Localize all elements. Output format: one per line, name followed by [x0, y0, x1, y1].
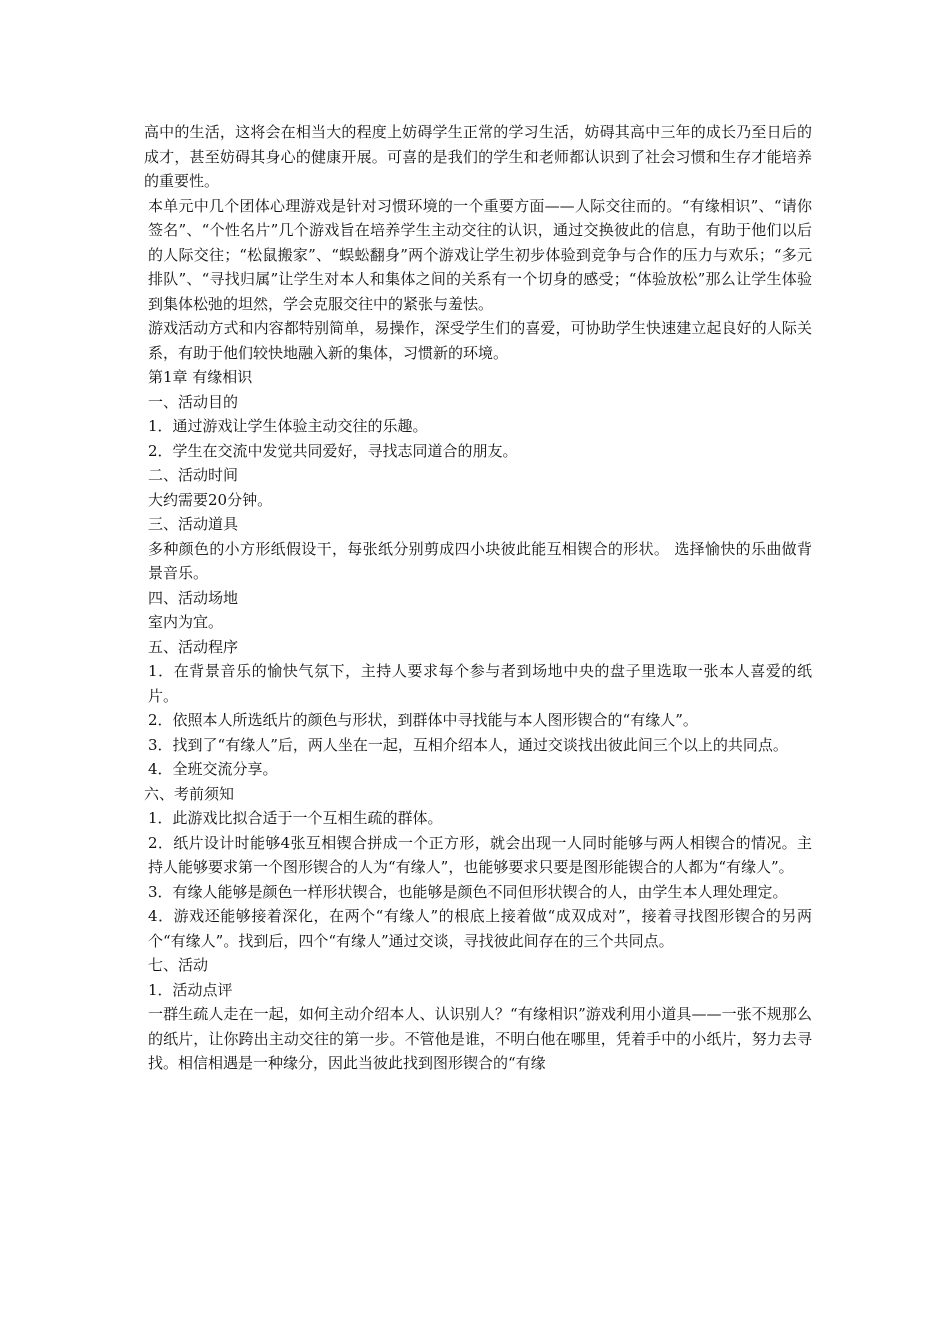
list-item-notes-4: 4．游戏还能够接着深化，在两个“有缘人”的根底上接着做“成双成对”，接着寻找图形锲合的另两个“有缘人”。找到后，四个“有缘人”通过交谈，寻找彼此间存在的三个共同点。	[148, 907, 812, 950]
paragraph-review: 一群生疏人走在一起，如何主动介绍本人、认识别人？“有缘相识”游戏利用小道具——一张不规那么的纸片，让你跨出主动交往的第一步。不管他是谁，不明白他在哪里，凭着手中的小纸片，努力去寻找。相信相遇是一种缘分，因此当彼此找到图形锲合的“有缘	[148, 1005, 812, 1072]
list-item-procedure-1: 1．在背景音乐的愉快气氛下，主持人要求每个参与者到场地中央的盘子里选取一张本人喜爱的纸片。	[148, 662, 812, 705]
list-item-notes-1: 1．此游戏比拟合适于一个互相生疏的群体。	[148, 809, 443, 827]
list-item-notes-2: 2．纸片设计时能够4张互相锲合拼成一个正方形，就会出现一人同时能够与两人相锲合的情况。主持人能够要求第一个图形锲合的人为“有缘人”，也能够要求只要是图形能锲合的人都为“有缘人”。	[148, 833, 812, 876]
list-item-procedure-4: 4．全班交流分享。	[148, 760, 278, 778]
section-heading-purpose: 一、活动目的	[148, 392, 239, 411]
paragraph-intro-continuation: 高中的生活，这将会在相当大的程度上妨碍学生正常的学习生活，妨碍其高中三年的成长乃至日后的成才，甚至妨碍其身心的健康开展。可喜的是我们的学生和老师都认识到了社会习惯和生存才能培养的重要性。	[144, 123, 812, 190]
list-item-procedure-3: 3．找到了“有缘人”后，两人坐在一起，互相介绍本人，通过交谈找出彼此间三个以上的共同点。	[148, 735, 788, 754]
chapter-heading: 第1章 有缘相识	[148, 368, 253, 386]
paragraph-venue: 室内为宜。	[148, 613, 224, 631]
section-heading-procedure: 五、活动程序	[148, 637, 239, 656]
paragraph-game-benefits: 游戏活动方式和内容都特别简单，易操作，深受学生们的喜爱，可协助学生快速建立起良好的人际关系，有助于他们较快地融入新的集体，习惯新的环境。	[148, 319, 812, 362]
list-item-purpose-2: 2．学生在交流中发觉共同爱好，寻找志同道合的朋友。	[148, 441, 518, 460]
document-page	[144, 120, 812, 1076]
paragraph-unit-games: 本单元中几个团体心理游戏是针对习惯环境的一个重要方面——人际交往而的。“有缘相识”、“请你签名”、“个性名片”几个游戏旨在培养学生主动交往的认识，通过交换彼此的信息，有助于他们以后的人际交往；“松鼠搬家”、“蜈蚣翻身”两个游戏让学生初步体验到竞争与合作的压力与欢乐；“多元排队”、“寻找归属”让学生对本人和集体之间的关系有一个切身的感受；“体验放松”那么让学生体验到集体松弛的坦然，学会克服交往中的紧张与羞怯。	[148, 196, 812, 313]
section-heading-venue: 四、活动场地	[148, 588, 239, 607]
section-heading-activity: 七、活动	[148, 956, 209, 974]
list-item-procedure-2: 2．依照本人所选纸片的颜色与形状，到群体中寻找能与本人图形锲合的“有缘人”。	[148, 711, 698, 729]
subsection-heading-review: 1．活动点评	[148, 980, 233, 999]
list-item-purpose-1: 1．通过游戏让学生体验主动交往的乐趣。	[148, 417, 428, 435]
paragraph-props: 多种颜色的小方形纸假设干，每张纸分别剪成四小块彼此能互相锲合的形状。 选择愉快的乐曲做背景音乐。	[148, 539, 812, 582]
section-heading-props: 三、活动道具	[148, 515, 239, 533]
section-heading-notes: 六、考前须知	[144, 784, 235, 803]
list-item-notes-3: 3．有缘人能够是颜色一样形状锲合，也能够是颜色不同但形状锲合的人，由学生本人理处理定。	[148, 882, 788, 901]
paragraph-time: 大约需要20分钟。	[148, 490, 273, 509]
section-heading-time: 二、活动时间	[148, 466, 239, 484]
